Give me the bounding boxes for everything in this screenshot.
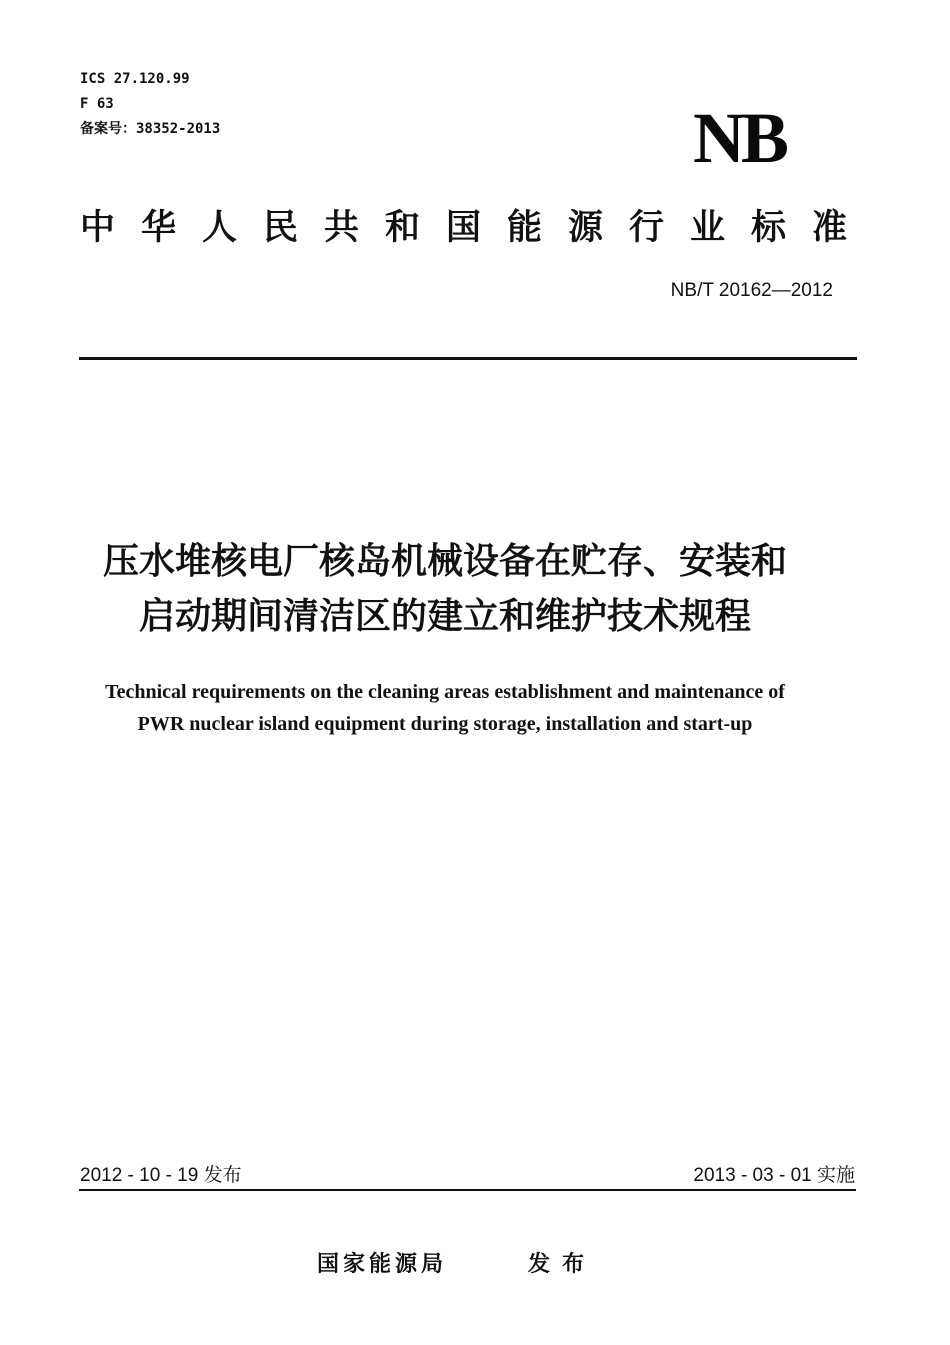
ccs-code: F 63: [80, 96, 114, 112]
footer-divider: [79, 1189, 856, 1191]
title-english-line-2: PWR nuclear island equipment during storage, installation and start-up: [137, 713, 753, 735]
title-chinese-line-1: 压水堆核电厂核岛机械设备在贮存、安装和: [102, 541, 787, 582]
header-divider: [79, 357, 857, 360]
title-chinese: [20, 534, 870, 644]
nb-logo: NB: [693, 98, 786, 178]
standard-organization: 中华人民共和国能源行业标准: [80, 208, 874, 248]
title-english-line-1: Technical requirements on the cleaning areas establishment and maintenance of: [105, 681, 785, 703]
filing-number: 备案号：38352-2013: [80, 121, 221, 137]
issuing-authority: 国家能源局: [317, 1252, 448, 1277]
standard-number: NB/T 20162—2012: [670, 280, 833, 301]
title-english: [20, 676, 870, 740]
title-chinese-line-2: 启动期间清洁区的建立和维护技术规程: [138, 596, 751, 637]
ics-code: ICS 27.120.99: [80, 71, 190, 87]
implementation-date: 2013 - 03 - 01 实施: [693, 1165, 855, 1186]
issue-date: 2012 - 10 - 19 发布: [80, 1165, 242, 1186]
issue-label: 发布: [528, 1252, 597, 1277]
